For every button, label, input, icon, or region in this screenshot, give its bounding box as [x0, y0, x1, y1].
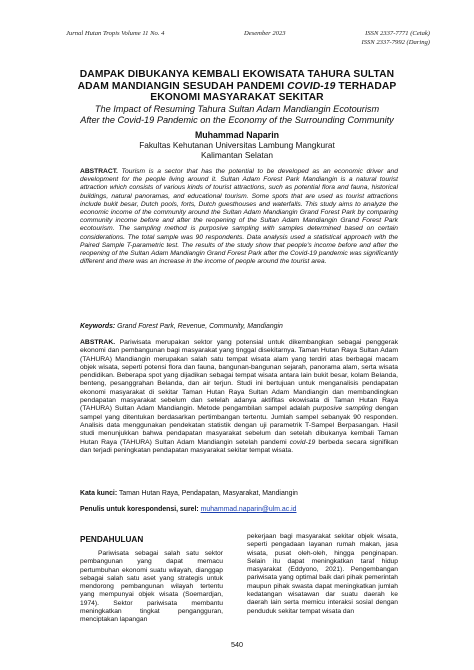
subtitle-line-1: The Impact of Resuming Tahura Sultan Adam Mandiangin Ecotourism [94, 104, 380, 114]
abstract-text: Tourism is a sector that has the potential to be developed as an economic driver and development for the people living around it. Sultan Adam Forest Park Mandiangin is a natural tourist attraction which consists of various kinds of tourist attractions, such as potential flora and fauna, historical buildings, natural panoramas, and educational tourism. Some spots that are used as tourist attractions include bukit besar, Dutch pools, forts, Dutch guesthouses and waterfalls. This study aims to analyze the economic income of the community around the Sultan Adam Mandiangin Grand Forest Park by comparing community income before and after the reopening of the Sultan Adam Mandiangin Grand Forest Park ecotourism. The sampling method is purposive sampling with samples determined based on certain considerations. The total sample was 90 respondents. Data analysis used a statistical approach with the Paired Sample T-parametric test. The results of the study show that people's income before and after the reopening of the Sultan Adam Mandiangin Grand Forest Park after the Covid-19 pandemic was significantly different and there was an increase in the income of people around the tourist area. [80, 168, 398, 266]
author-affiliation [40, 140, 434, 160]
keywords-text: Grand Forest Park, Revenue, Community, Mandiangin [115, 323, 283, 330]
body-left-column: Pariwisata sebagai salah satu sektor pembangunan yang dapat memacu pertumbuhan ekonomi suatu wilayah, dianggap sebagai salah satu aset yang strategis untuk mendorong pembangunan wilayah tertentu yang mempunyai objek wisata (Soemardjan, 1974). Sektor pariwisata membantu meningkatkan tingkat pengangguran, menciptakan lapangan [80, 550, 223, 624]
title-line-3: EKONOMI MASYARAKAT SEKITAR [150, 92, 324, 104]
abstrak-label: ABSTRAK. [80, 339, 116, 346]
issn-print: ISSN 2337-7771 (Cetak) [365, 30, 430, 37]
kata-kunci-text: Taman Hutan Raya, Pendapatan, Masyarakat, Mandiangin [117, 490, 298, 497]
correspondence-label: Penulis untuk korespondensi, surel: [80, 506, 199, 513]
affiliation-line-1: Fakultas Kehutanan Universitas Lambung Mangkurat [139, 140, 335, 150]
title-line-2: ADAM MANDIANGIN SESUDAH PANDEMI COVID-19 TERHADAP [77, 80, 397, 92]
page-number: 540 [231, 640, 243, 649]
abstract-label: ABSTRACT. [80, 168, 118, 175]
issn-online: ISSN 2337-7992 (Daring) [361, 39, 430, 46]
abstract-english [80, 168, 398, 266]
keywords-english [80, 323, 398, 330]
author-email-link[interactable]: muhammad.naparin@ulm.ac.id [200, 506, 297, 513]
title-line-1: DAMPAK DIBUKANYA KEMBALI EKOWISATA TAHURA SULTAN [79, 69, 395, 80]
body-right-column: pekerjaan bagi masyarakat sekitar objek wisata, seperti pengadaan layanan rumah makan, jasa wisata, pusat oleh-oleh, hingga penginapan. Selain itu dapat meningkatkan taraf hidup masyarakat (Eddyono, 2021). Pengembangan pariwisata yang optimal baik dari pihak pemerintah maupun pihak swasta dapat meningkatkan jumlah kedatangan wisatawan dar suatu daerah ke daerah lain serta memicu interaksi sosial dengan penduduk sekitar tempat wisata dan [247, 533, 398, 615]
running-header [66, 30, 430, 50]
subtitle-line-2: After the Covid-19 Pandemic on the Economy of the Surrounding Community [80, 115, 394, 126]
issue-date: Desember 2023 [244, 30, 286, 37]
journal-name: Jurnal Hutan Tropis Volume 11 No. 4 [66, 30, 165, 37]
abstract-indonesian: ABSTRAK. Pariwisata merupakan sektor yang potensial untuk dikembangkan sebagai penggerak ekonomi dan pembangunan bagi masyarakat yang tinggal disekitarnya. Taman Hutan Raya Sultan Adam (TAHURA) Mandiangin merupakan salah satu tempat wisata alam yang terdiri atas berbagai macam objek wisata, seperti potensi flora dan fauna, bangunan-bangunan sejarah, panorama alam, serta wisata pendidikan. Beberapa spot yang dijadikan sebagai tempat wisata antara lain bukit besar, kolam Belanda, benteng, pesanggrahan Belanda, dan air terjun. Studi ini bertujuan untuk menganalisis pendapatan ekonomi masyarakat di sekitar Taman Hutan Raya Sultan Adam Mandiangin dan membandingkan pendapatan masyarakat sebelum dan setelah adanya aktifitas ekowisata di Taman Hutan Raya (TAHURA) Sultan Adam Mandiangin. Metode pengambilan sampel adalah purposive sampling dengan sampel yang ditentukan berdasarkan pertimbangan tertentu. Jumlah sampel sebanyak 90 responden. Analisis data menggunakan pendekatan statistik dengan uji parametrik T-Sampel Berpasangan. Hasil studi menunjukkan bahwa pendapatan masyarakat sebelum dan setelah dibukanya kembali Taman Hutan Raya (TAHURA) Sultan Adam Mandiangin setelah pandemi covid-19 berbeda secara signifikan dan terjadi peningkatan pendapatan masyarakat sekitar tempat wisata. [80, 339, 398, 454]
keywords-label: Keywords: [80, 323, 116, 330]
article-title [40, 69, 434, 104]
affiliation-line-2: Kalimantan Selatan [201, 150, 273, 160]
kata-kunci-label: Kata kunci: [80, 490, 118, 497]
correspondence [80, 506, 398, 513]
author-name: Muhammad Naparin [194, 130, 280, 140]
english-title [40, 104, 434, 126]
keywords-indonesian [80, 490, 398, 497]
section-heading: PENDAHULUAN [80, 535, 144, 544]
